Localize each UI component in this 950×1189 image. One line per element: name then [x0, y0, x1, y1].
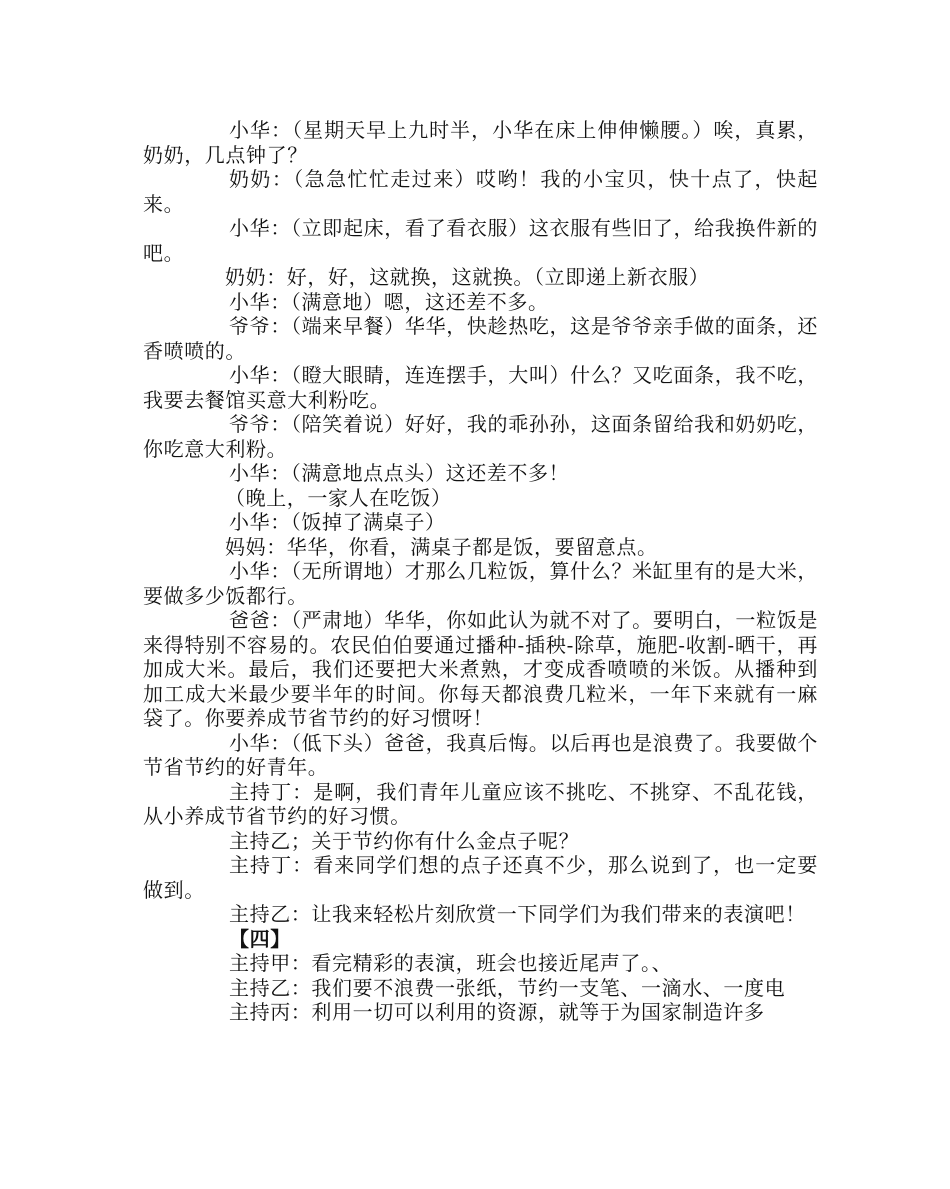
- dialogue-line-xiaohua-clothes: 小华：（立即起床，看了看衣服）这衣服有些旧了，给我换件新的吧。: [143, 216, 818, 265]
- document-page: [143, 118, 818, 1025]
- dialogue-line-xiaohua-regret: 小华：（低下头）爸爸，我真后悔。以后再也是浪费了。我要做个节省节约的好青年。: [143, 730, 818, 779]
- host-jia-line: 主持甲：看完精彩的表演，班会也接近尾声了。、: [229, 951, 673, 975]
- dialogue-line-dad-lecture: 爸爸：（严肃地）华华，你如此认为就不对了。要明白，一粒饭是来得特别不容易的。农民伯伯要通过播种-插秧-除草，施肥-收割-晒干，再加成大米。最后，我们还要把大米煮熟，才变成香喷喷的米饭。从播种到加工成大米最少要半年的时间。你每天都浪费几粒米，一年下来就有一麻袋了。你要养成节省节约的好习惯呀！: [143, 608, 818, 730]
- host-bing-line: 主持丙：利用一切可以利用的资源，就等于为国家制造许多: [229, 1000, 765, 1024]
- dialogue-line-xiaohua-spills: 小华：（饭掉了满桌子）: [229, 510, 446, 534]
- dialogue-line-xiaohua-wakes: 小华：（星期天早上九时半，小华在床上伸伸懒腰。）唉，真累，奶奶，几点钟了？: [143, 118, 818, 167]
- dialogue-line-xiaohua-satisfied: 小华：（满意地）嗯，这还差不多。: [229, 289, 549, 314]
- dialogue-line-grandma-change: 奶奶：好，好，这就换，这就换。（立即递上新衣服）: [225, 265, 710, 289]
- dialogue-line-grandpa-breakfast: 爷爷：（端来早餐）华华，快趁热吃，这是爷爷亲手做的面条，还香喷喷的。: [143, 314, 818, 363]
- host-yi-line-3: 主持乙：我们要不浪费一张纸，节约一支笔、一滴水、一度电: [229, 975, 786, 1000]
- stage-direction-evening: （晚上，一家人在吃饭）: [225, 485, 452, 510]
- dialogue-line-grandpa-agrees: 爷爷：（陪笑着说）好好，我的乖孙孙，这面条留给我和奶奶吃，你吃意大利粉。: [143, 412, 818, 461]
- section-heading-four: 【四】: [229, 926, 291, 951]
- dialogue-line-xiaohua-refuses: 小华：（瞪大眼睛，连连摆手，大叫）什么？又吃面条，我不吃，我要去餐馆买意大利粉吃。: [143, 363, 818, 412]
- dialogue-line-grandma-hurry: 奶奶：（急急忙忙走过来）哎哟！我的小宝贝，快十点了，快起来。: [143, 167, 818, 216]
- host-ding-line-2: 主持丁：看来同学们想的点子还真不少，那么说到了，也一定要做到。: [143, 853, 818, 902]
- host-yi-line-2: 主持乙：让我来轻松片刻欣赏一下同学们为我们带来的表演吧！: [229, 902, 806, 926]
- host-yi-line-1: 主持乙；关于节约你有什么金点子呢？: [229, 828, 580, 853]
- dialogue-line-xiaohua-nods: 小华：（满意地点点头）这还差不多！: [229, 461, 570, 485]
- host-ding-line-1: 主持丁：是啊，我们青年儿童应该不挑吃、不挑穿、不乱花钱，从小养成节省节约的好习惯。: [143, 779, 818, 828]
- dialogue-line-mom-warns: 妈妈：华华，你看，满桌子都是饭，要留意点。: [225, 534, 658, 559]
- dialogue-line-xiaohua-careless: 小华：（无所谓地）才那么几粒饭，算什么？米缸里有的是大米，要做多少饭都行。: [143, 559, 818, 608]
